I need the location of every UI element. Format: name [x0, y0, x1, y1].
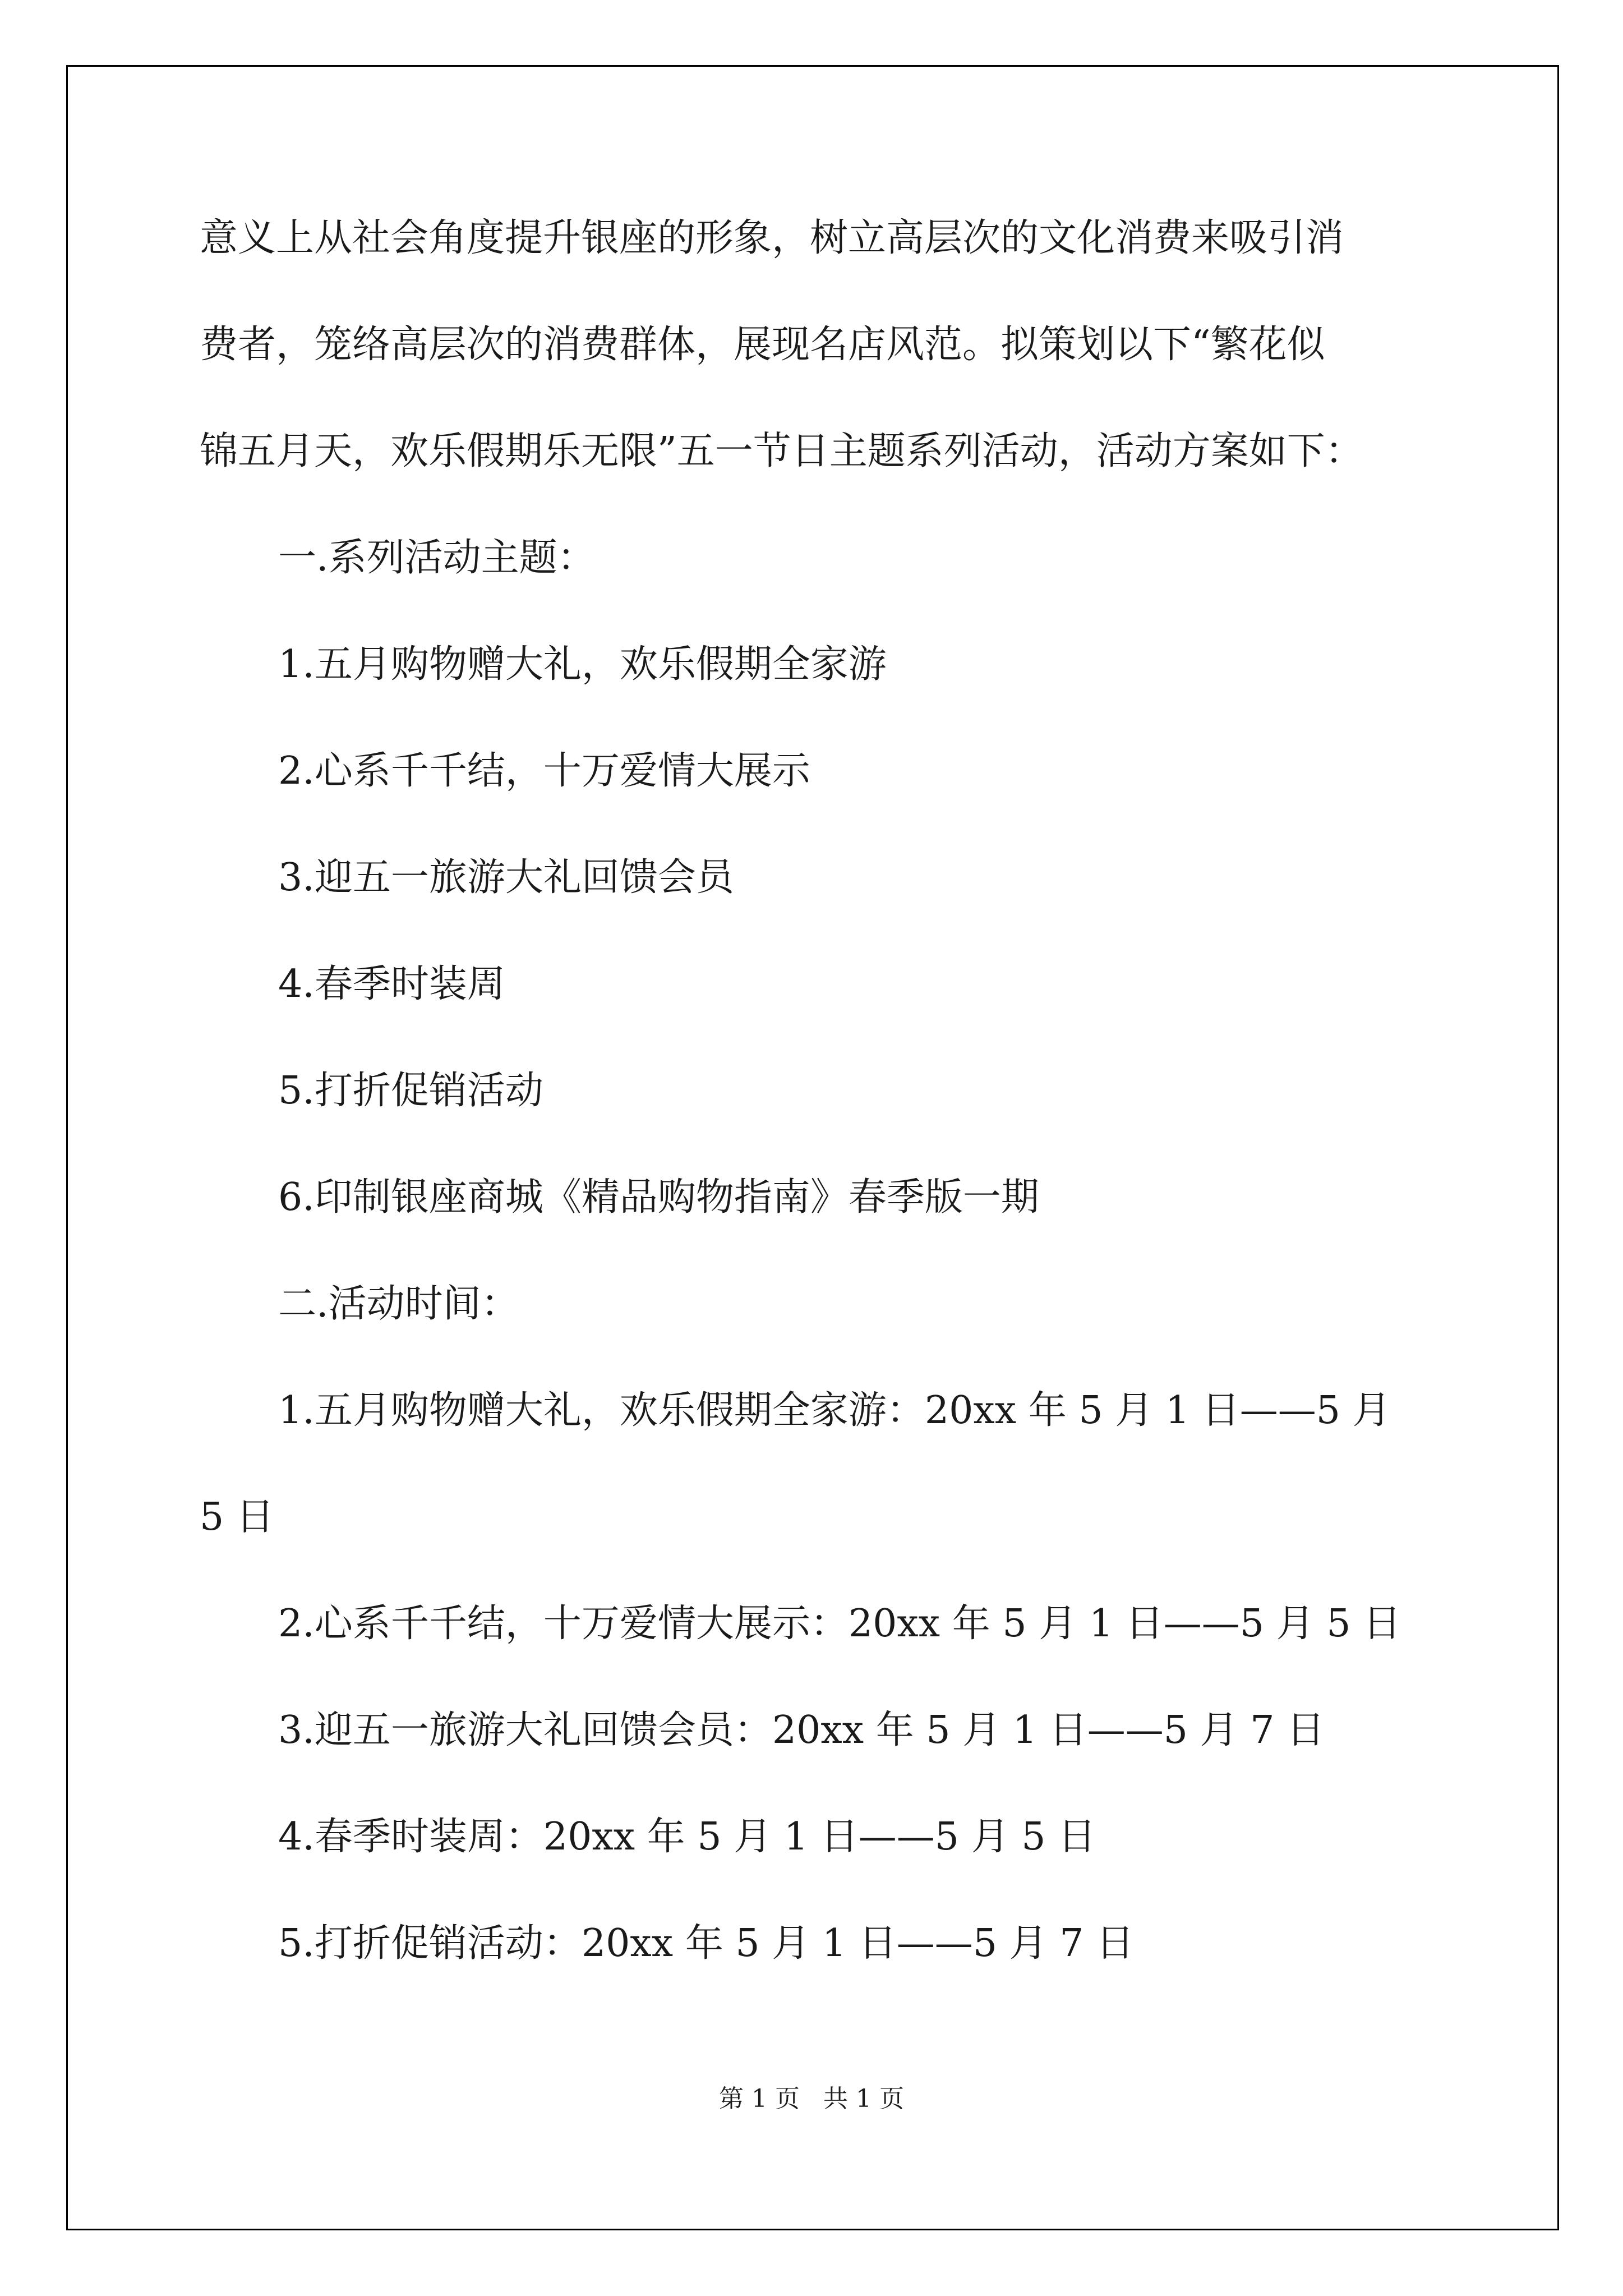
section-heading: 一.系列活动主题：: [278, 536, 596, 580]
list-item: 4.春季时装周: [278, 962, 505, 1006]
page-number-footer: 第 1 页 共 1 页: [719, 2085, 904, 2113]
page-border: [66, 65, 1559, 2230]
paragraph-line: 锦五月天，欢乐假期乐无限”五一节日主题系列活动，活动方案如下：: [200, 429, 1363, 473]
list-item: 3.迎五一旅游大礼回馈会员: [278, 855, 734, 900]
list-item: 5.打折促销活动: [278, 1069, 543, 1113]
list-item: 1.五月购物赠大礼，欢乐假期全家游：20xx 年 5 月 1 日——5 月: [278, 1388, 1391, 1433]
paragraph-line: 意义上从社会角度提升银座的形象，树立高层次的文化消费来吸引消: [200, 216, 1344, 260]
list-item: 1.五月购物赠大礼，欢乐假期全家游: [278, 642, 887, 687]
list-item: 5.打折促销活动：20xx 年 5 月 1 日——5 月 7 日: [278, 1921, 1135, 1966]
paragraph-line: 费者，笼络高层次的消费群体，展现名店风范。拟策划以下“繁花似: [200, 323, 1325, 367]
list-item-continuation: 5 日: [200, 1495, 274, 1539]
section-heading: 二.活动时间：: [278, 1282, 519, 1326]
list-item: 3.迎五一旅游大礼回馈会员：20xx 年 5 月 1 日——5 月 7 日: [278, 1708, 1325, 1752]
list-item: 6.印制银座商城《精品购物指南》春季版一期: [278, 1175, 1039, 1220]
list-item: 2.心系千千结，十万爱情大展示: [278, 749, 810, 793]
list-item: 2.心系千千结，十万爱情大展示：20xx 年 5 月 1 日——5 月 5 日: [278, 1602, 1401, 1646]
list-item: 4.春季时装周：20xx 年 5 月 1 日——5 月 5 日: [278, 1815, 1096, 1859]
